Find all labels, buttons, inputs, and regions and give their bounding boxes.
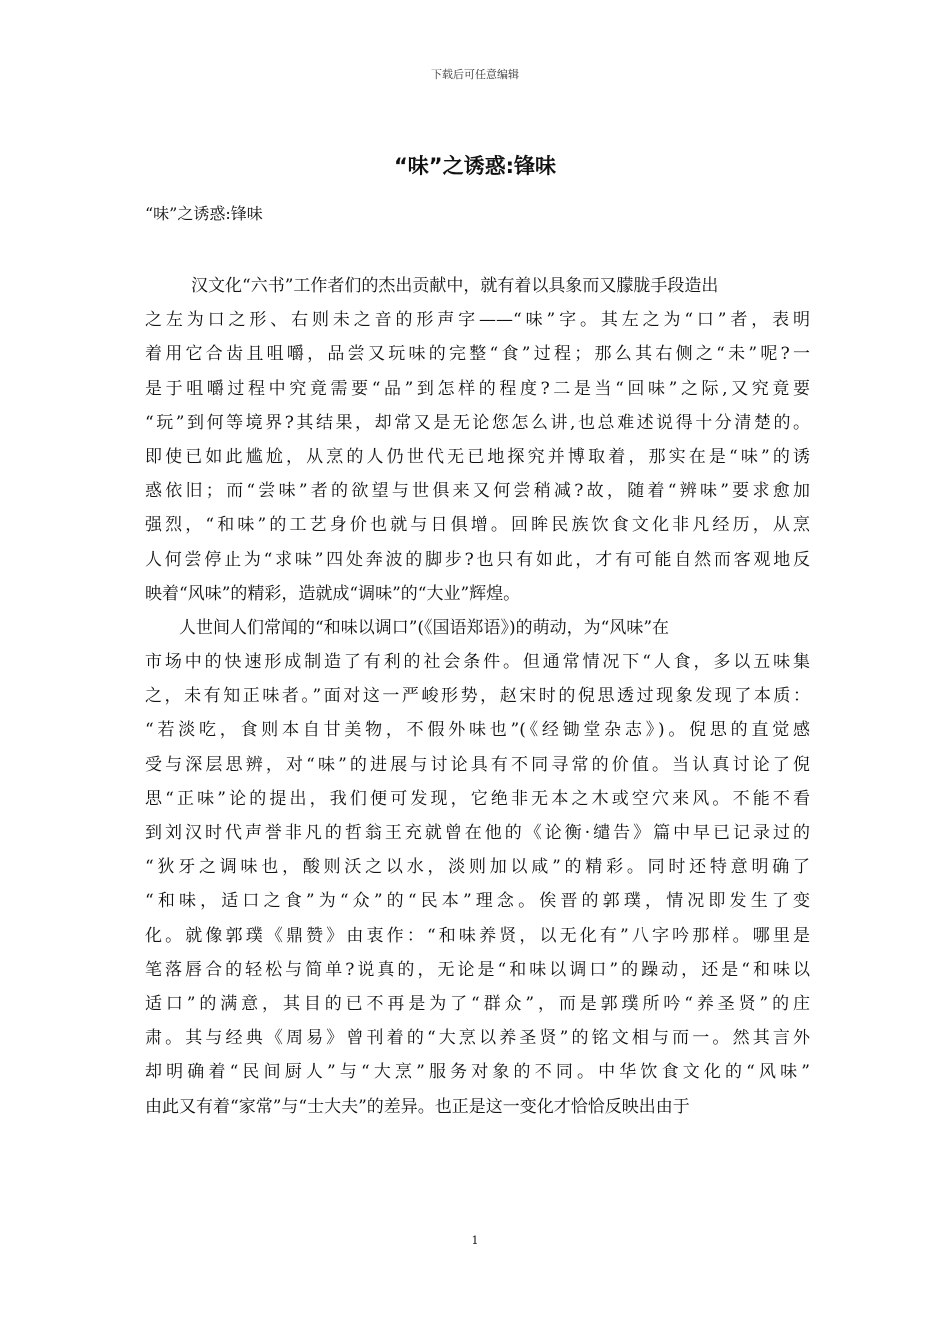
page-header: 下载后可任意编辑 bbox=[431, 68, 519, 81]
document-title: “味”之诱惑:锋味 bbox=[393, 154, 556, 178]
paragraph-line: 之左为口之形、右则未之音的形声字——“味”字。其左之为“口”者，表明 bbox=[145, 310, 810, 331]
paragraph-line: 惑依旧；而“尝味”者的欲望与世俱来又何尝稍减?故，随着“辨味”要求愈加 bbox=[145, 481, 810, 502]
paragraph-line: 肃。其与经典《周易》曾刊着的“大烹以养圣贤”的铭文相与而一。然其言外 bbox=[145, 1028, 810, 1049]
paragraph-line: 市场中的快速形成制造了有利的社会条件。但通常情况下“人食，多以五味集 bbox=[145, 652, 810, 673]
paragraph-line: “狄牙之调味也，酸则沃之以水，淡则加以咸”的精彩。同时还特意明确了 bbox=[145, 857, 810, 878]
paragraph-line: 化。就像郭璞《鼎赞》由衷作：“和味养贤，以无化有”八字吟那样。哪里是 bbox=[145, 925, 810, 946]
document-subtitle: “味”之诱惑:锋味 bbox=[145, 204, 263, 223]
paragraph-line: “若淡吃，食则本自甘美物，不假外味也”(《经锄堂杂志》)。倪思的直觉感 bbox=[145, 720, 810, 741]
paragraph-line: “玩”到何等境界?其结果，却常又是无论您怎么讲,也总难述说得十分清楚的。 bbox=[145, 412, 810, 433]
paragraph-line: 却明确着“民间厨人”与“大烹”服务对象的不同。中华饮食文化的“风味” bbox=[145, 1062, 810, 1083]
paragraph-line: 映着“风味”的精彩，造就成“调味”的“大业”辉煌。 bbox=[145, 583, 521, 604]
paragraph-line: 着用它合齿且咀嚼，品尝又玩味的完整“食”过程；那么其右侧之“未”呢?一 bbox=[145, 344, 810, 365]
paragraph-line: 即使已如此尴尬，从烹的人仍世代无已地探究并博取着，那实在是“味”的诱 bbox=[145, 446, 810, 467]
page-number: 1 bbox=[471, 1234, 479, 1247]
paragraph-line: 强烈，“和味”的工艺身价也就与日俱增。回眸民族饮食文化非凡经历，从烹 bbox=[145, 515, 810, 536]
paragraph-line: 由此又有着“家常”与“士大夫”的差异。也正是这一变化才恰恰反映出由于 bbox=[145, 1096, 690, 1117]
paragraph-line: 适口”的满意，其目的已不再是为了“群众”，而是郭璞所吟“养圣贤”的庄 bbox=[145, 993, 810, 1014]
paragraph-line: 到刘汉时代声誉非凡的哲翁王充就曾在他的《论衡·缱告》篇中早已记录过的 bbox=[145, 823, 810, 843]
paragraph-line: 是于咀嚼过程中究竟需要“品”到怎样的程度?二是当“回味”之际,又究竟要 bbox=[145, 378, 810, 399]
paragraph-line: 之，未有知正味者。”面对这一严峻形势，赵宋时的倪思透过现象发现了本质： bbox=[145, 686, 810, 707]
paragraph-line: 思“正味”论的提出，我们便可发现，它绝非无本之木或空穴来风。不能不看 bbox=[145, 788, 810, 809]
document-body bbox=[145, 269, 810, 1124]
paragraph-line: 受与深层思辨，对“味”的进展与讨论具有不同寻常的价值。当认真讨论了倪 bbox=[145, 754, 810, 775]
paragraph-line: 汉文化“六书”工作者们的杰出贡献中，就有着以具象而又朦胧手段造出 bbox=[191, 276, 719, 296]
paragraph-line: 人何尝停止为“求味”四处奔波的脚步?也只有如此，才有可能自然而客观地反 bbox=[145, 549, 810, 570]
paragraph-line: 笔落唇合的轻松与简单?说真的，无论是“和味以调口”的躁动，还是“和味以 bbox=[145, 959, 810, 980]
paragraph-line: 人世间人们常闻的“和味以调口”(《国语郑语》)的萌动，为“风味”在 bbox=[179, 617, 670, 638]
paragraph-line: “和味，适口之食”为“众”的“民本”理念。俟晋的郭璞，情况即发生了变 bbox=[145, 891, 810, 912]
